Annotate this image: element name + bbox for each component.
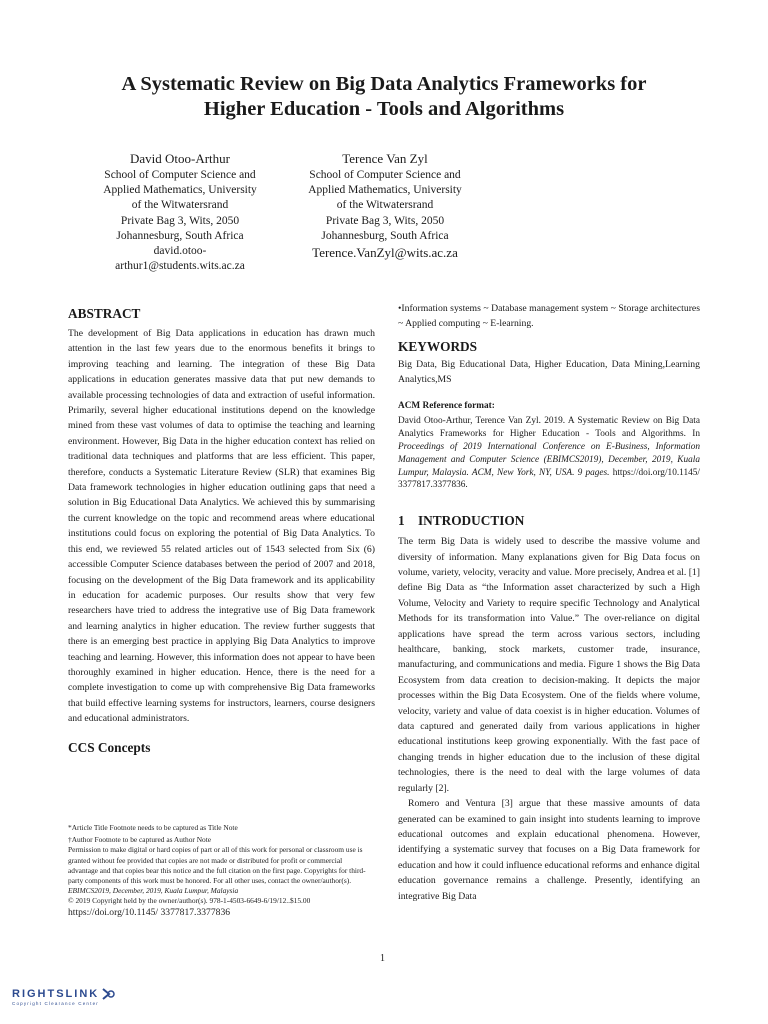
author-name: David Otoo-Arthur [129,151,230,166]
author-address-line: Private Bag 3, Wits, 2050 [325,214,445,227]
abstract-text: The development of Big Data applications in education has drawn much attention in the last few years due to the enormous benefits it brings to improving teaching and learning. The integration of these Big Data applications in education generates massive data that put new demands to available processing technologies of data and extraction of useful information. Primarily, several higher educational institutions depend on the knowledge mined from these vast volumes of data to optimise the teaching and learning environment. However, Big Data in the higher education context has relied on traditional data techniques and platforms that are less efficient. This paper, therefore, conducts a Systematic Literature Review (SLR) that examines Big Data framework technologies in higher education outlining gaps that need a solution in Big Educational Data Analytics. We achieved this by summarising the current knowledge on the topic and recommend areas where educational institutions could focus on exploring the potential of Big Data Analytics. To this end, we reviewed 55 related articles out of 1543 selected from Six (6) accessible Computer Science databases between the period of 2007 and 2018, focusing on the development of the Big Data framework and its applicability in education for academic purposes. Our results show that very few researchers have tried to address the integrative use of Big Data framework and learning analytics in higher education. The review further suggests that there is an emerging best practice in applying Big Data Analytics to improve teaching and learning. However, this information does not appear to have been thoroughly examined in higher education. Hence, there is the need for a complete investigation to come up with comprehensive Big Data frameworks that build effective learning systems for instructors, learners, course designers and educational administrators. [68,328,375,725]
title-footnote: *Article Title Footnote needs to be captured as Title Note [68,823,238,832]
intro-number: 1 [398,513,405,529]
author-block-1 [80,150,280,274]
intro-heading [398,512,700,530]
keywords-heading: KEYWORDS [398,338,478,354]
rightslink-logo[interactable] [12,988,162,1014]
left-column [68,305,375,757]
acm-ref-heading: ACM Reference format: [398,400,495,411]
right-column [398,301,700,904]
rightslink-tagline: Copyright Clearance Center [12,1001,99,1006]
author-address-line: Private Bag 3, Wits, 2050 [120,214,240,227]
venue-line: EBIMCS2019, December, 2019, Kuala Lumpur, Malaysia [68,886,239,896]
title-line-2: Higher Education - Tools and Algorithms [203,98,565,120]
author-affiliation-line: of the Witwatersrand [131,199,229,212]
author-affiliation-line: Applied Mathematics, University [103,184,257,197]
author-email[interactable]: Terence.VanZyl@wits.ac.za [312,245,458,261]
rightslink-arrow-icon [101,988,115,1000]
title-line-1: A Systematic Review on Big Data Analytics Frameworks for [121,73,647,95]
author-affiliation-line: of the Witwatersrand [336,199,434,212]
intro-title: INTRODUCTION [417,513,525,529]
author-affiliation-line: School of Computer Science and [309,169,461,181]
author-name: Terence Van Zyl [342,151,428,166]
author-affiliation-line: School of Computer Science and [104,169,256,181]
doi-link[interactable]: https://doi.org/10.1145/ 3377817.3377836 [68,906,231,918]
acm-ref-doi[interactable]: https://doi.org/10.1145/ 3377817.3377836. [398,467,700,491]
keywords-text: Big Data, Big Educational Data, Higher Education, Data Mining,Learning Analytics,MS [398,358,700,386]
acm-ref-authors: David Otoo-Arthur, Terence Van Zyl. 2019. A Systematic Review on Big Data Analytics Frameworks for Higher Education - Tools and Algorithms. In [398,416,700,440]
intro-paragraph-2: Romero and Ventura [3] argue that these massive amounts of data generated can be examined to gain insight into students learning to improve educational outcomes and explain educational phenomena. However, identifying a systematic survey that focuses on a Big Data framework for education and how it could influence educational reforms and enhance digital education governance remains a challenge. Presently, identifying an integrative Big Data [398,798,700,902]
author-affiliation-line: Applied Mathematics, University [308,184,462,197]
acm-ref-text [398,415,700,492]
page-number: 1 [380,953,385,964]
ccs-text: •Information systems ~ Database management system ~ Storage architectures ~ Applied computing ~ E-learning. [398,303,700,330]
acm-ref-proceedings: Proceedings of 2019 International Conference on E-Business, Information Management and Computer Science (EBIMCS2019), December, 2019, Kuala Lumpur, Malaysia. ACM, New York, NY, USA. 9 pages. [398,442,700,478]
author-footnote: †Author Footnote to be captured as Author Note [68,835,212,845]
author-address-line: Johannesburg, South Africa [321,229,449,242]
ccs-heading: CCS Concepts [68,739,151,755]
author-email-line[interactable]: arthur1@students.wits.ac.za [115,260,245,273]
footnotes [68,823,368,919]
permission-notice: Permission to make digital or hard copies of part or all of this work for personal or classroom use is granted without fee provided that copies are not made or distributed for profit or commercial advantage and that copies bear this notice and the full citation on the first page. Copyrights for third-party components of this work must be honored. For all other uses, contact the owner/author(s). [68,845,366,886]
copyright-line: © 2019 Copyright held by the owner/author(s). 978-1-4503-6649-6/19/12..$15.00 [68,896,311,906]
author-address-line: Johannesburg, South Africa [116,229,244,242]
author-email-line[interactable]: david.otoo- [153,245,207,258]
intro-paragraph-1: The term Big Data is widely used to describe the massive volume and diversity of information. Many explanations given for Big Data focus on volume, variety, velocity, veracity and value. More precisely, Andrea et al. [1] define Big Data as “the Information asset characterized by such a High Volume, Velocity and Variety to require specific Technology and Analytical Methods for its transformation into Value.” The over-reliance on digital applications have spread the term across various sectors, including healthcare, banking, stock markets, customer trade, insurance, manufacturing, and communications and media. Figure 1 shows the Big Data Ecosystem from data creation to decision-making. It depicts the major processes within the Big Data Ecosystem. One of the fields where volume, velocity, variety and value of data coexist is in higher education. Volumes of data captured and generated daily from various applications in higher educational institutions keep growing exponentially. With the fast pace of changing trends in higher education due to the inclusion of these digital technologies, there is the need to deal with the large volumes of data regularly [2]. [398,536,700,794]
abstract-heading: ABSTRACT [68,306,141,321]
author-block-2 [285,150,485,261]
paper-title [40,72,728,122]
rightslink-wordmark: RIGHTSLINK [12,988,100,1000]
